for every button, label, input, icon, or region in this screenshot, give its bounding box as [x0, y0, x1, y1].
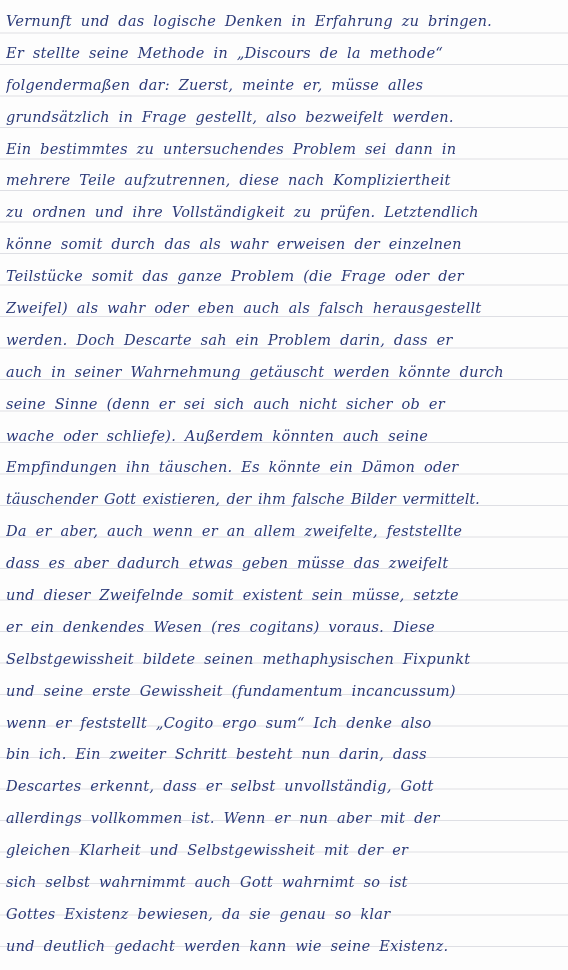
- text-line: Zweifel) als wahr oder eben auch als falsch herausgestellt: [6, 301, 482, 318]
- text-line: mehrere Teile aufzutrennen, diese nach Kompliziertheit: [6, 173, 451, 190]
- text-line: bin ich. Ein zweiter Schritt besteht nun darin, dass: [6, 747, 427, 764]
- text-line: sich selbst wahrnimmt auch Gott wahrnimt so ist: [6, 875, 408, 892]
- text-line: Empfindungen ihn täuschen. Es könnte ein Dämon oder: [6, 460, 459, 477]
- text-line: Er stellte seine Methode in „Discours de la methode“: [6, 45, 444, 62]
- text-line: täuschender Gott existieren, der ihm falsche Bilder vermittelt.: [6, 492, 480, 509]
- text-line: Vernunft und das logische Denken in Erfahrung zu bringen.: [6, 14, 493, 30]
- text-line: Descartes erkennt, dass er selbst unvollständig, Gott: [6, 779, 434, 796]
- text-line: Ein bestimmtes zu untersuchendes Problem sei dann in: [6, 141, 457, 158]
- text-line: allerdings vollkommen ist. Wenn er nun aber mit der: [6, 811, 440, 828]
- text-line: gleichen Klarheit und Selbstgewissheit mit der er: [6, 843, 409, 860]
- text-line: und deutlich gedacht werden kann wie seine Existenz.: [6, 938, 449, 955]
- text-line: auch in seiner Wahrnehmung getäuscht werden könnte durch: [6, 364, 504, 381]
- text-line: Gottes Existenz bewiesen, da sie genau so klar: [6, 906, 391, 923]
- text-line: seine Sinne (denn er sei sich auch nicht sicher ob er: [6, 396, 445, 413]
- text-line: und dieser Zweifelnde somit existent sein müsse, setzte: [6, 588, 459, 605]
- text-line: folgendermaßen dar: Zuerst, meinte er, müsse alles: [6, 77, 424, 94]
- text-line: könne somit durch das als wahr erweisen der einzelnen: [6, 237, 462, 254]
- text-line: grundsätzlich in Frage gestellt, also bezweifelt werden.: [6, 109, 454, 126]
- handwritten-text: [6, 8, 562, 965]
- text-line: Teilstücke somit das ganze Problem (die Frage oder der: [6, 269, 464, 286]
- text-line: zu ordnen und ihre Vollständigkeit zu prüfen. Letztendlich: [6, 205, 479, 222]
- text-line: wache oder schliefe). Außerdem könnten auch seine: [6, 428, 429, 445]
- text-line: und seine erste Gewissheit (fundamentum incancussum): [6, 683, 456, 700]
- text-line: Da er aber, auch wenn er an allem zweifelte, feststellte: [6, 524, 463, 541]
- text-line: er ein denkendes Wesen (res cogitans) voraus. Diese: [6, 619, 436, 636]
- text-line: Selbstgewissheit bildete seinen methaphysischen Fixpunkt: [6, 651, 471, 668]
- text-line: wenn er feststellt „Cogito ergo sum“ Ich denke also: [6, 715, 432, 732]
- text-line: dass es aber dadurch etwas geben müsse das zweifelt: [6, 556, 449, 573]
- text-line: werden. Doch Descarte sah ein Problem darin, dass er: [6, 332, 453, 349]
